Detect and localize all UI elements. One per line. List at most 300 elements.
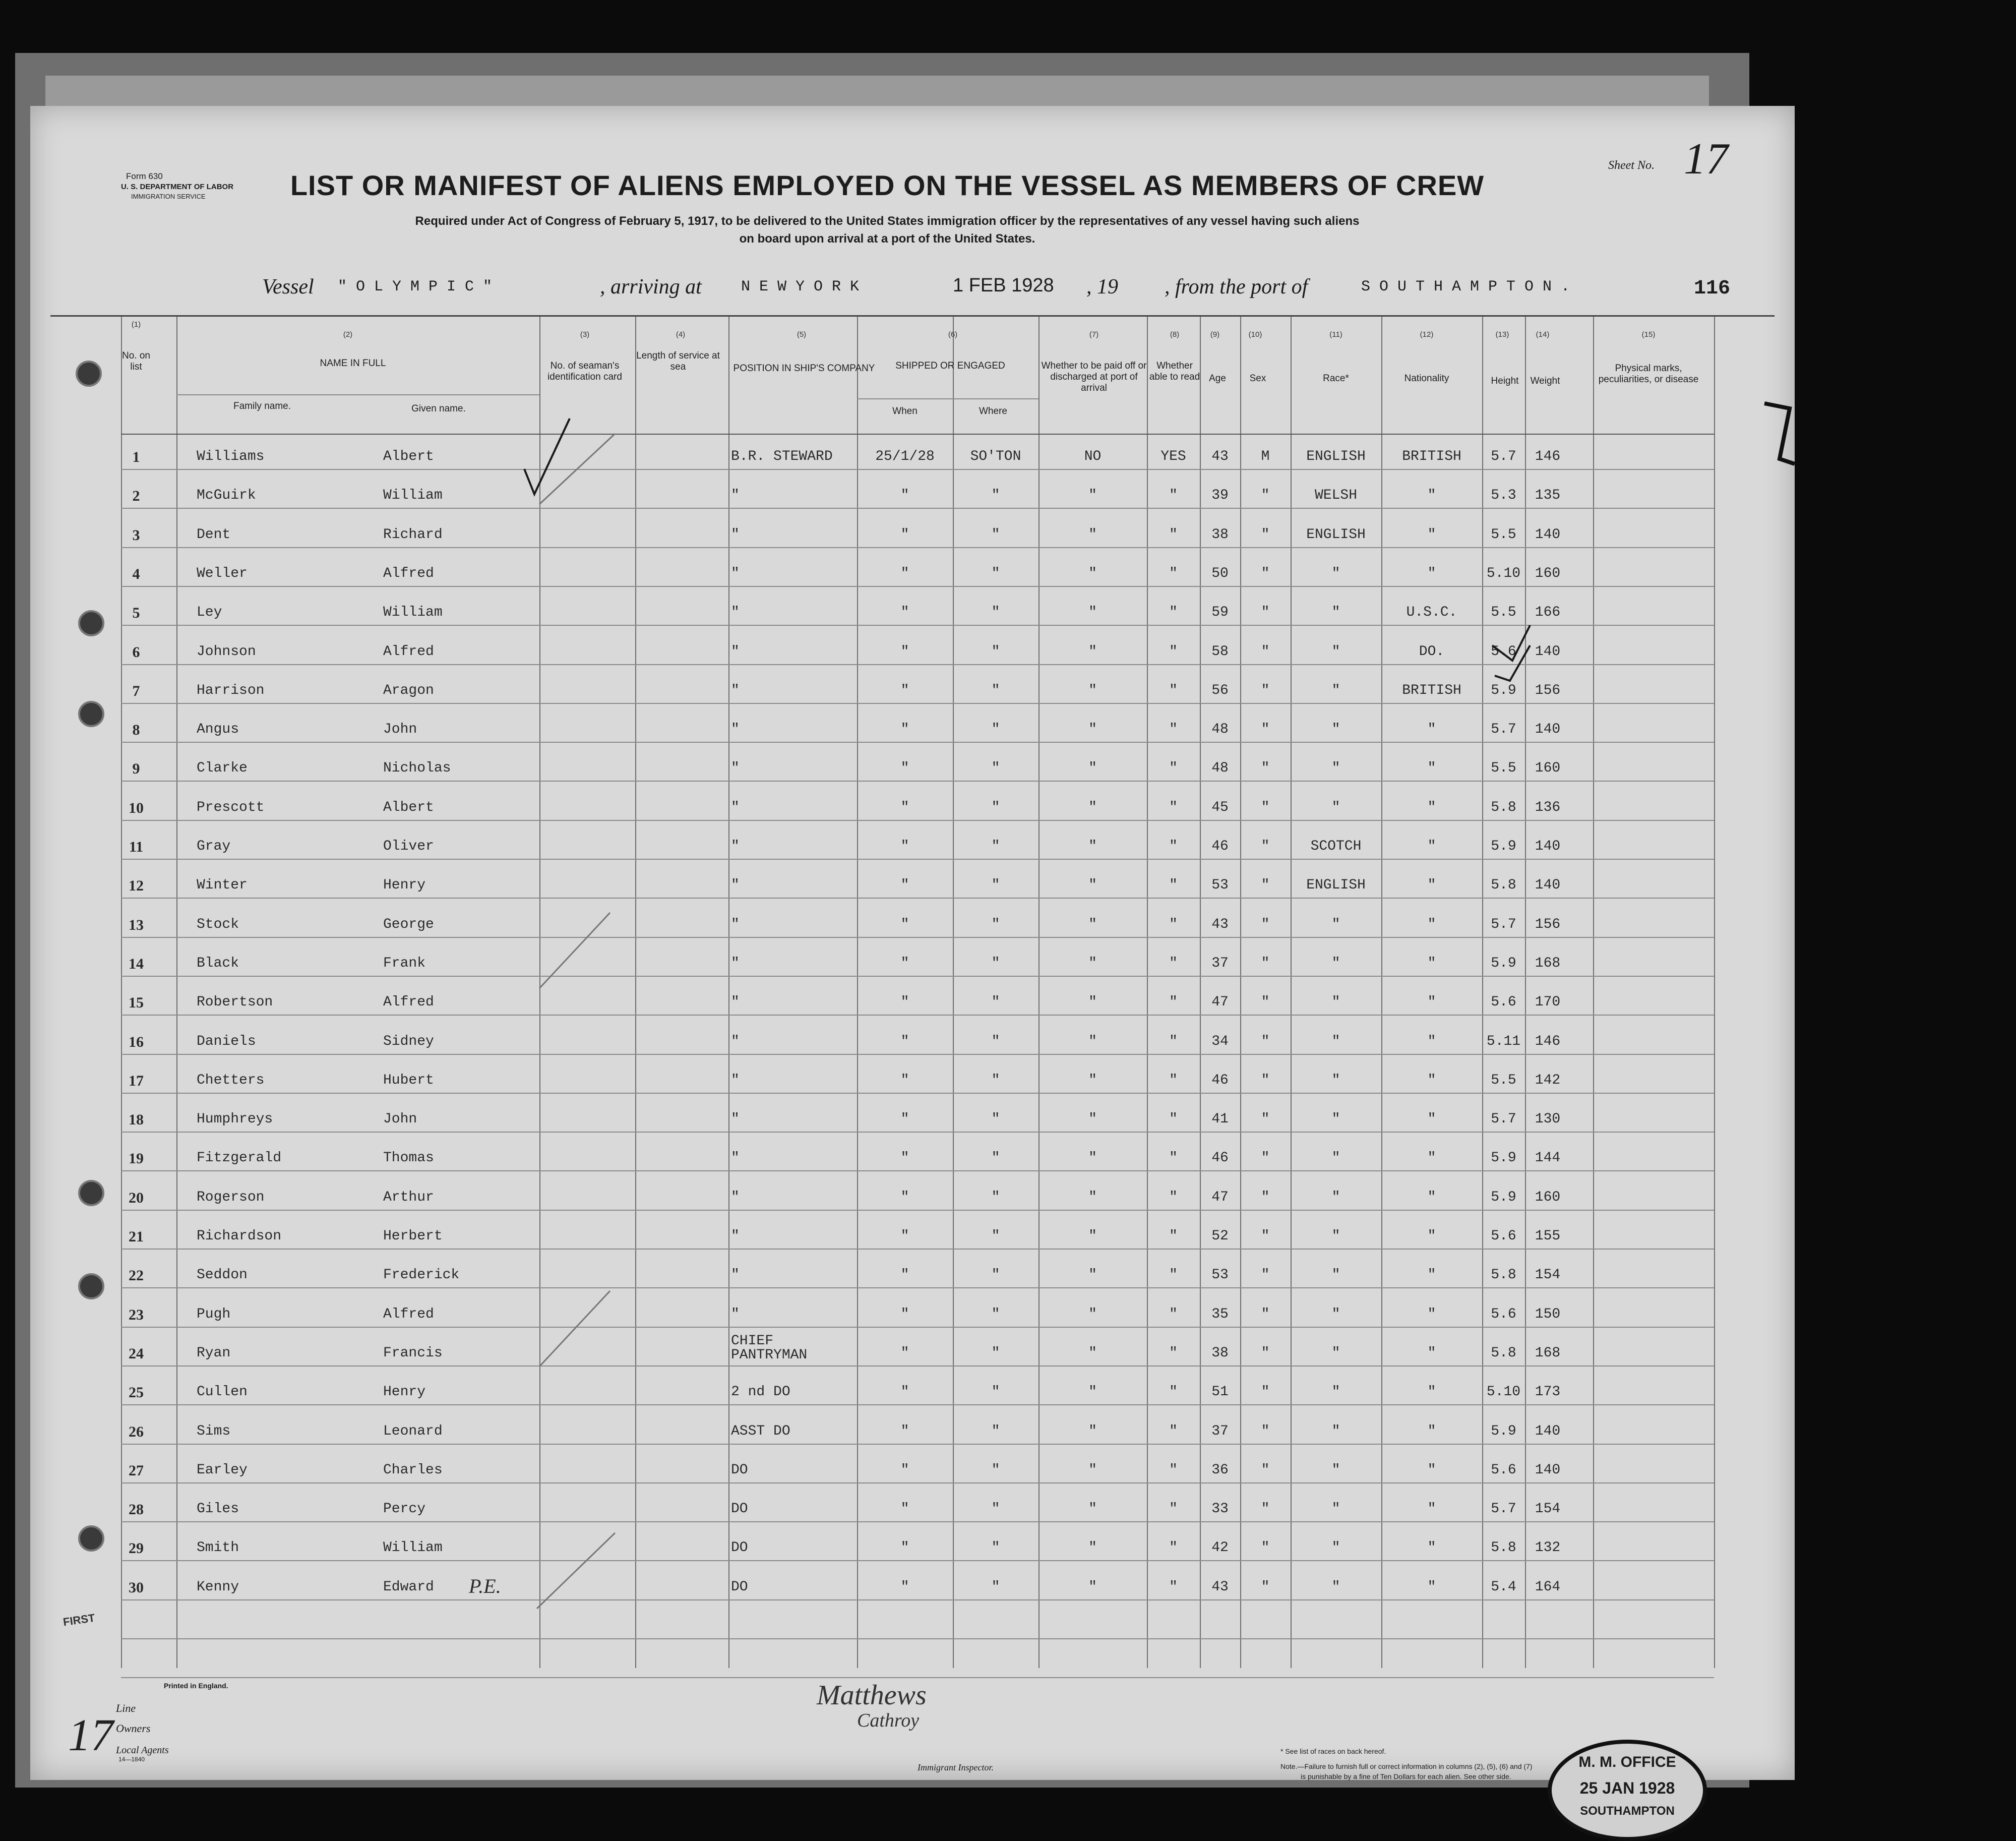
cell-height: 5.5 xyxy=(1491,760,1516,777)
cell-position: " xyxy=(731,1189,740,1205)
cell-position: " xyxy=(731,955,740,971)
cell-sex: " xyxy=(1261,877,1270,894)
cell-nat: U.S.C. xyxy=(1406,605,1457,621)
cell-sex: " xyxy=(1261,1384,1270,1400)
printed-note: Printed in England. xyxy=(164,1682,228,1690)
pencil-stroke xyxy=(539,434,615,504)
cell-family: Seddon xyxy=(197,1267,248,1283)
cell-race: " xyxy=(1331,760,1340,777)
cell-height: 5.8 xyxy=(1491,799,1516,815)
cell-height: 5.6 xyxy=(1491,1306,1516,1322)
cell-paid: " xyxy=(1088,1228,1097,1244)
cell-where: " xyxy=(991,1462,1000,1478)
cell-height: 5.8 xyxy=(1491,1345,1516,1361)
cell-no: 2 xyxy=(132,488,140,505)
cell-when: " xyxy=(900,1111,909,1127)
cell-nat: BRITISH xyxy=(1402,682,1461,698)
cell-read: " xyxy=(1169,799,1178,815)
cell-position: " xyxy=(731,565,740,581)
col15-number: (15) xyxy=(1641,330,1656,339)
cell-when: " xyxy=(900,916,909,932)
cell-nat: " xyxy=(1427,760,1436,777)
cell-when: " xyxy=(900,1267,909,1283)
cell-age: 41 xyxy=(1211,1111,1229,1127)
cell-no: 14 xyxy=(129,955,144,972)
cell-where: " xyxy=(991,1111,1000,1127)
sheet-label: Sheet No. xyxy=(1608,159,1655,172)
cell-where: " xyxy=(991,722,1000,738)
cell-paid: " xyxy=(1088,605,1097,621)
cell-read: " xyxy=(1169,605,1178,621)
cell-when: " xyxy=(900,1345,909,1361)
cell-paid: " xyxy=(1088,994,1097,1011)
cell-weight: 168 xyxy=(1535,1345,1561,1361)
cell-height: 5.5 xyxy=(1491,605,1516,621)
cell-read: " xyxy=(1169,839,1178,854)
cell-age: 39 xyxy=(1211,488,1229,504)
cell-no: 29 xyxy=(129,1540,144,1557)
col10-number: (10) xyxy=(1248,330,1262,339)
cell-family: Harrison xyxy=(197,682,265,698)
cell-position: " xyxy=(731,1033,740,1049)
cell-family: Ryan xyxy=(197,1345,231,1361)
cell-race: " xyxy=(1331,1501,1340,1517)
cell-height: 5.8 xyxy=(1491,1540,1516,1556)
cell-given: Frederick xyxy=(383,1267,460,1283)
cell-height: 5.10 xyxy=(1486,1384,1521,1400)
cell-nat: " xyxy=(1427,1579,1436,1595)
cell-family: Weller xyxy=(197,565,248,581)
cell-height: 5.5 xyxy=(1491,1072,1516,1088)
cell-race: " xyxy=(1331,643,1340,660)
cell-weight: 140 xyxy=(1535,526,1561,543)
cell-where: " xyxy=(991,1150,1000,1166)
cell-age: 43 xyxy=(1211,916,1229,932)
cell-sex: " xyxy=(1261,1345,1270,1361)
cell-age: 33 xyxy=(1211,1501,1229,1517)
cell-sex: " xyxy=(1261,565,1270,581)
col15-header: Physical marks, peculiarities, or disease xyxy=(1598,363,1699,385)
cell-no: 1 xyxy=(132,449,140,465)
cell-weight: 142 xyxy=(1535,1072,1561,1088)
cell-when: " xyxy=(900,1423,909,1439)
cell-race: ENGLISH xyxy=(1306,449,1366,464)
cell-age: 53 xyxy=(1211,1267,1229,1283)
cell-read: " xyxy=(1169,526,1178,543)
cell-when: " xyxy=(900,1540,909,1556)
cell-nat: DO. xyxy=(1419,643,1445,660)
cell-sex: " xyxy=(1261,488,1270,504)
col9-number: (9) xyxy=(1210,330,1220,339)
cell-given: William xyxy=(383,605,443,621)
cell-sex: " xyxy=(1261,1072,1270,1088)
cell-race: " xyxy=(1331,994,1340,1011)
margin-first-mark: FIRST xyxy=(62,1611,96,1629)
cell-family: Johnson xyxy=(197,643,256,660)
cell-position: " xyxy=(731,877,740,894)
cell-paid: " xyxy=(1088,1345,1097,1361)
col5-number: (5) xyxy=(797,330,807,339)
cell-weight: 160 xyxy=(1535,565,1561,581)
col6a-header: When xyxy=(892,406,918,417)
cell-given: Henry xyxy=(383,1384,426,1400)
cell-height: 5.9 xyxy=(1491,1423,1516,1439)
form-code: 14—1840 xyxy=(118,1756,145,1763)
cell-race: " xyxy=(1331,1267,1340,1283)
cell-age: 50 xyxy=(1211,565,1229,581)
cell-when: " xyxy=(900,1072,909,1088)
cell-race: " xyxy=(1331,1033,1340,1049)
col3-number: (3) xyxy=(580,330,590,339)
service-label: IMMIGRATION SERVICE xyxy=(131,193,206,200)
cell-given: Oliver xyxy=(383,839,434,854)
col8-header: Whether able to read xyxy=(1149,361,1200,382)
cell-age: 46 xyxy=(1211,839,1229,854)
cell-paid: " xyxy=(1088,877,1097,894)
line-label: Line xyxy=(116,1702,136,1714)
cell-when: " xyxy=(900,1579,909,1595)
cell-family: Richardson xyxy=(197,1228,282,1244)
cell-age: 35 xyxy=(1211,1306,1229,1322)
cell-race: WELSH xyxy=(1314,488,1357,504)
cell-sex: " xyxy=(1261,526,1270,543)
cell-nat: " xyxy=(1427,1501,1436,1517)
cell-weight: 140 xyxy=(1535,1423,1561,1439)
cell-position: 2 nd DO xyxy=(731,1384,790,1400)
cell-family: Black xyxy=(197,955,239,971)
cell-height: 5.9 xyxy=(1491,839,1516,854)
cell-read: " xyxy=(1169,1306,1178,1322)
owners-label: Owners xyxy=(116,1722,151,1735)
cell-read: " xyxy=(1169,1540,1178,1556)
cell-weight: 168 xyxy=(1535,955,1561,971)
cell-when: " xyxy=(900,1150,909,1166)
cell-position: " xyxy=(731,682,740,698)
cell-height: 5.7 xyxy=(1491,1501,1516,1517)
cell-where: " xyxy=(991,916,1000,932)
cell-sex: " xyxy=(1261,799,1270,815)
cell-position: DO xyxy=(731,1579,748,1595)
subtitle-line-1: Required under Act of Congress of February 5, 1917, to be delivered to the United States immigration officer by the representatives of any vessel having such aliens xyxy=(415,214,1360,228)
cell-when: " xyxy=(900,605,909,621)
department-label: U. S. DEPARTMENT OF LABOR xyxy=(121,183,234,191)
cell-where: " xyxy=(991,760,1000,777)
cell-read: " xyxy=(1169,643,1178,660)
cell-no: 19 xyxy=(129,1150,144,1167)
cell-read: " xyxy=(1169,1384,1178,1400)
cell-family: Winter xyxy=(197,877,248,894)
cell-no: 26 xyxy=(129,1423,144,1440)
penalty-note-2: is punishable by a fine of Ten Dollars for each alien. See other side. xyxy=(1301,1772,1511,1780)
cell-height: 5.6 xyxy=(1491,994,1516,1011)
cell-age: 43 xyxy=(1211,1579,1229,1595)
cell-race: " xyxy=(1331,1384,1340,1400)
cell-where: SO'TON xyxy=(970,449,1021,464)
cell-read: " xyxy=(1169,1228,1178,1244)
cell-read: " xyxy=(1169,916,1178,932)
cell-race: " xyxy=(1331,722,1340,738)
cell-nat: " xyxy=(1427,722,1436,738)
cell-given: Herbert xyxy=(383,1228,443,1244)
cell-weight: 150 xyxy=(1535,1306,1561,1322)
cell-weight: 132 xyxy=(1535,1540,1561,1556)
cell-weight: 173 xyxy=(1535,1384,1561,1400)
year-label: , 19 xyxy=(1086,275,1118,299)
cell-race: " xyxy=(1331,605,1340,621)
cell-weight: 160 xyxy=(1535,760,1561,777)
cell-age: 59 xyxy=(1211,605,1229,621)
cell-race: ENGLISH xyxy=(1306,877,1366,894)
cell-given: Aragon xyxy=(383,682,434,698)
cell-when: " xyxy=(900,1501,909,1517)
cell-sex: " xyxy=(1261,1501,1270,1517)
cell-no: 25 xyxy=(129,1384,144,1401)
cell-age: 36 xyxy=(1211,1462,1229,1478)
cell-when: " xyxy=(900,1462,909,1478)
cell-when: " xyxy=(900,877,909,894)
subtitle-line-2: on board upon arrival at a port of the United States. xyxy=(739,232,1035,246)
cell-sex: " xyxy=(1261,682,1270,698)
cell-family: Williams xyxy=(197,449,265,464)
cell-paid: " xyxy=(1088,1072,1097,1088)
cell-nat: " xyxy=(1427,1306,1436,1322)
col3-header: No. of seaman's identification card xyxy=(547,361,622,382)
cell-paid: " xyxy=(1088,916,1097,932)
cell-paid: " xyxy=(1088,955,1097,971)
cell-height: 5.6 xyxy=(1491,1462,1516,1478)
cell-race: " xyxy=(1331,1111,1340,1127)
cell-paid: " xyxy=(1088,1384,1097,1400)
col2b-header: Given name. xyxy=(411,403,466,414)
col12-header: Nationality xyxy=(1404,373,1449,384)
cell-height: 5.6 xyxy=(1491,1228,1516,1244)
cell-read: " xyxy=(1169,488,1178,504)
cell-no: 7 xyxy=(132,682,140,699)
vessel-name: " O L Y M P I C " xyxy=(338,278,493,295)
cell-where: " xyxy=(991,488,1000,504)
cell-no: 21 xyxy=(129,1228,144,1245)
inspector-signature-line2: Cathroy xyxy=(857,1710,920,1731)
cell-family: Clarke xyxy=(197,760,248,777)
cell-nat: " xyxy=(1427,955,1436,971)
arriving-port: N E W Y O R K xyxy=(741,278,860,295)
cell-weight: 140 xyxy=(1535,722,1561,738)
cell-race: " xyxy=(1331,799,1340,815)
cell-weight: 160 xyxy=(1535,1189,1561,1205)
cell-position: " xyxy=(731,1111,740,1127)
cell-family: Cullen xyxy=(197,1384,248,1400)
cell-paid: " xyxy=(1088,1111,1097,1127)
cell-given: Alfred xyxy=(383,994,434,1011)
cell-read: " xyxy=(1169,1345,1178,1361)
col2-header: NAME IN FULL xyxy=(320,358,386,369)
cell-paid: " xyxy=(1088,839,1097,854)
cell-no: 20 xyxy=(129,1189,144,1206)
cell-when: " xyxy=(900,760,909,777)
cell-age: 47 xyxy=(1211,1189,1229,1205)
cell-age: 34 xyxy=(1211,1033,1229,1049)
cell-race: " xyxy=(1331,1228,1340,1244)
cell-family: Giles xyxy=(197,1501,239,1517)
cell-nat: " xyxy=(1427,839,1436,854)
cell-family: Pugh xyxy=(197,1306,231,1322)
col13-number: (13) xyxy=(1495,330,1509,339)
cell-read: " xyxy=(1169,1033,1178,1049)
cell-no: 9 xyxy=(132,760,140,778)
cell-read: " xyxy=(1169,722,1178,738)
cell-when: " xyxy=(900,526,909,543)
cell-height: 5.11 xyxy=(1486,1033,1521,1049)
cell-weight: 154 xyxy=(1535,1267,1561,1283)
cell-no: 18 xyxy=(129,1111,144,1129)
cell-height: 5.7 xyxy=(1491,916,1516,932)
cell-where: " xyxy=(991,1345,1000,1361)
office-stamp xyxy=(1548,1740,1707,1841)
cell-read: " xyxy=(1169,682,1178,698)
cell-weight: 155 xyxy=(1535,1228,1561,1244)
cell-given: Frank xyxy=(383,955,426,971)
cell-read: " xyxy=(1169,1150,1178,1166)
cell-read: YES xyxy=(1160,449,1186,464)
cell-no: 28 xyxy=(129,1501,144,1518)
cell-paid: " xyxy=(1088,1540,1097,1556)
cell-sex: " xyxy=(1261,643,1270,660)
arriving-label: , arriving at xyxy=(600,275,702,299)
stamp-bottom-text: SOUTHAMPTON xyxy=(1580,1804,1675,1818)
cell-where: " xyxy=(991,1501,1000,1517)
cell-race: " xyxy=(1331,682,1340,698)
cell-weight: 154 xyxy=(1535,1501,1561,1517)
cell-race: ENGLISH xyxy=(1306,526,1366,543)
cell-given: Alfred xyxy=(383,565,434,581)
cell-race: " xyxy=(1331,1189,1340,1205)
cell-no: 6 xyxy=(132,643,140,661)
penalty-note-1: Note.—Failure to furnish full or correct information in columns (2), (5), (6) and (7) xyxy=(1280,1762,1533,1770)
cell-family: Humphreys xyxy=(197,1111,273,1127)
cell-position: " xyxy=(731,643,740,660)
cell-paid: " xyxy=(1088,1267,1097,1283)
cell-height: 5.5 xyxy=(1491,526,1516,543)
cell-when: " xyxy=(900,488,909,504)
cell-age: 47 xyxy=(1211,994,1229,1011)
cell-race: " xyxy=(1331,1579,1340,1595)
cell-weight: 136 xyxy=(1535,799,1561,815)
cell-position: " xyxy=(731,994,740,1011)
cell-race: " xyxy=(1331,1462,1340,1478)
cell-age: 52 xyxy=(1211,1228,1229,1244)
cell-sex: " xyxy=(1261,1189,1270,1205)
cell-height: 5.6 xyxy=(1491,643,1516,660)
from-port-label: , from the port of xyxy=(1165,275,1308,299)
cell-nat: " xyxy=(1427,1033,1436,1049)
cell-given: Nicholas xyxy=(383,760,451,777)
cell-where: " xyxy=(991,1189,1000,1205)
cell-age: 38 xyxy=(1211,1345,1229,1361)
cell-no: 11 xyxy=(129,839,144,855)
cell-height: 5.7 xyxy=(1491,722,1516,738)
cell-height: 5.9 xyxy=(1491,682,1516,698)
cell-position: " xyxy=(731,488,740,504)
cell-no: 4 xyxy=(132,565,140,582)
vessel-label: Vessel xyxy=(262,275,314,299)
cell-nat: " xyxy=(1427,877,1436,894)
cell-given: Henry xyxy=(383,877,426,894)
cell-no: 3 xyxy=(132,526,140,544)
cell-given: Albert xyxy=(383,449,434,464)
cell-race: " xyxy=(1331,565,1340,581)
cell-family: Kenny xyxy=(197,1579,239,1595)
cell-position: " xyxy=(731,916,740,932)
cell-family: Angus xyxy=(197,722,239,738)
cell-when: " xyxy=(900,722,909,738)
cell-when: " xyxy=(900,1384,909,1400)
cell-nat: " xyxy=(1427,1189,1436,1205)
cell-paid: " xyxy=(1088,1306,1097,1322)
cell-where: " xyxy=(991,1267,1000,1283)
pencil-stroke xyxy=(539,1291,610,1367)
cell-position: DO xyxy=(731,1462,748,1478)
cell-when: " xyxy=(900,1033,909,1049)
cell-age: 42 xyxy=(1211,1540,1229,1556)
cell-sex: M xyxy=(1261,449,1270,464)
cell-given: Alfred xyxy=(383,1306,434,1322)
cell-sex: " xyxy=(1261,1423,1270,1439)
cell-where: " xyxy=(991,1306,1000,1322)
cell-height: 5.3 xyxy=(1491,488,1516,504)
cell-sex: " xyxy=(1261,1462,1270,1478)
cell-sex: " xyxy=(1261,839,1270,854)
cell-read: " xyxy=(1169,565,1178,581)
cell-when: " xyxy=(900,994,909,1011)
page-mark: 17 xyxy=(68,1710,113,1760)
inspector-signature: Matthews xyxy=(817,1680,927,1711)
cell-given: Albert xyxy=(383,799,434,815)
cell-no: 10 xyxy=(129,799,144,816)
col6-header: SHIPPED OR ENGAGED xyxy=(895,361,1005,371)
cell-where: " xyxy=(991,682,1000,698)
cell-position: " xyxy=(731,760,740,777)
cell-where: " xyxy=(991,565,1000,581)
cell-paid: " xyxy=(1088,1423,1097,1439)
pencil-stroke xyxy=(539,913,610,988)
cell-paid: " xyxy=(1088,682,1097,698)
cell-given: William xyxy=(383,488,443,504)
cell-height: 5.9 xyxy=(1491,1150,1516,1166)
cell-paid: NO xyxy=(1084,449,1102,464)
cell-given: Thomas xyxy=(383,1150,434,1166)
cell-weight: 146 xyxy=(1535,449,1561,464)
cell-family: Fitzgerald xyxy=(197,1150,282,1166)
cell-no: 30 xyxy=(129,1579,144,1596)
arrival-date-stamp: 1 FEB 1928 xyxy=(953,275,1054,296)
col4-header: Length of service at sea xyxy=(636,350,720,372)
pencil-stroke xyxy=(537,1533,615,1609)
cell-given: Alfred xyxy=(383,643,434,660)
col12-number: (12) xyxy=(1420,330,1434,339)
cell-position: " xyxy=(731,1306,740,1322)
col14-header: Weight xyxy=(1530,376,1560,386)
cell-sex: " xyxy=(1261,1579,1270,1595)
cell-family: Daniels xyxy=(197,1033,256,1049)
cell-sex: " xyxy=(1261,1267,1270,1283)
cell-sex: " xyxy=(1261,1033,1270,1049)
cell-family: Rogerson xyxy=(197,1189,265,1205)
cell-family: Dent xyxy=(197,526,231,543)
cell-when: " xyxy=(900,1228,909,1244)
cell-when: " xyxy=(900,799,909,815)
cell-nat: " xyxy=(1427,1228,1436,1244)
cell-sex: " xyxy=(1261,1306,1270,1322)
